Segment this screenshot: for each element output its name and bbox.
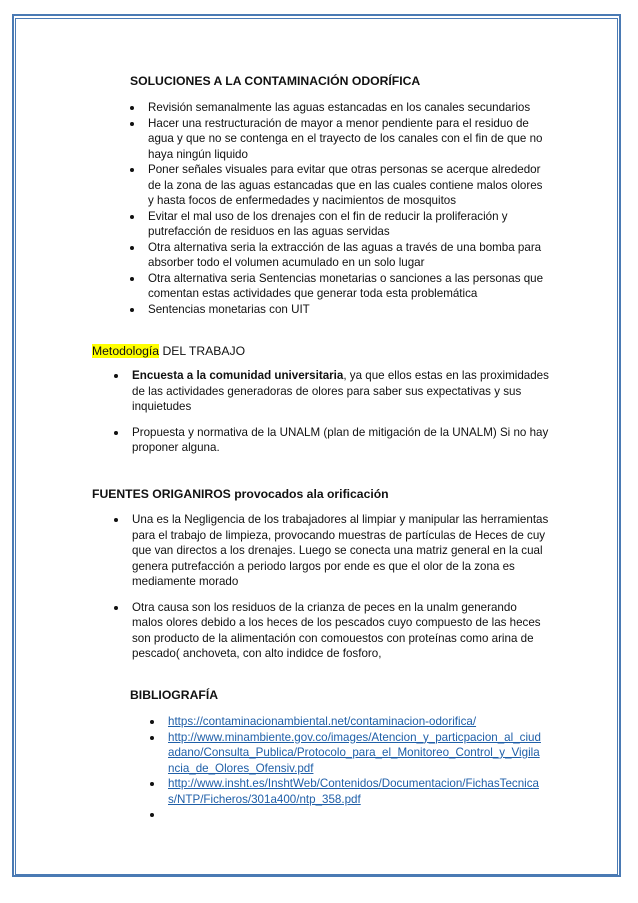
list-item: Sentencias monetarias con UIT — [130, 302, 546, 318]
bibliografia-link[interactable]: http://www.minambiente.gov.co/images/Atencion_y_particpacion_al_ciudadano/Consulta_Publica/Protocolo_para_el_Monitoreo_Control_y_Vigilancia_de_Olores_Ofensiv.pdf — [168, 730, 541, 775]
encuesta-rest: , ya que ellos estas en las proximidades de las actividades generadoras de olores para saber sus expectativas y sus inquietudes — [132, 369, 549, 413]
list-item — [150, 776, 546, 807]
bibliografia-heading: BIBLIOGRAFÍA — [130, 688, 219, 702]
list-item — [150, 714, 546, 730]
list-item: Hacer una restructuración de mayor a menor pendiente para el residuo de agua y que no se contenga en el trayecto de los canales con el fin de que no haya ningún liquido — [130, 116, 546, 163]
list-item: Otra alternativa seria Sentencias monetarias o sanciones a las personas que comentan estas actividades que generar toda esta problemática — [130, 271, 546, 302]
list-item-empty — [150, 807, 546, 823]
fuentes-list — [114, 512, 550, 662]
list-item — [150, 730, 546, 777]
list-item: Revisión semanalmente las aguas estancadas en los canales secundarios — [130, 100, 546, 116]
list-item: Una es la Negligencia de los trabajadores al limpiar y manipular las herramientas para el trabajo de limpieza, provocando muestras de partículas de Heces de cuy que van directos a los drenajes. Luego se conecta una matriz general en la cual genera putrefacción a periodo largos por ende es que el olor de la zona es mediamente morado — [114, 512, 550, 590]
list-item: Evitar el mal uso de los drenajes con el fin de reducir la proliferación y putrefacción de residuos en las aguas servidas — [130, 209, 546, 240]
list-item: Otra alternativa seria la extracción de las aguas a través de una bomba para absorber todo el volumen acumulado en un solo lugar — [130, 240, 546, 271]
list-item: Poner señales visuales para evitar que otras personas se acerque alrededor de la zona de las aguas estancadas que en las cuales contiene malos olores y hasta focos de enfermedades y nacimientos de mosquitos — [130, 162, 546, 209]
bibliografia-link[interactable]: https://contaminacionambiental.net/contaminacion-odorifica/ — [168, 715, 477, 728]
metodologia-heading — [92, 344, 245, 360]
metodologia-highlight: Metodología — [92, 344, 160, 358]
list-item: Otra causa son los residuos de la crianza de peces en la unalm generando malos olores debido a los heces de los pescados cuyo compuesto de las heces son producto de la alimentación con comouestos con proteínas como arina de pescado( anchoveta, con alto indidce de fosforo, — [114, 600, 550, 662]
soluciones-list — [130, 100, 546, 317]
metodologia-list — [114, 368, 550, 456]
metodologia-heading-rest: DEL TRABAJO — [159, 344, 246, 358]
bibliografia-list — [150, 714, 546, 823]
list-item — [114, 368, 550, 415]
fuentes-heading: FUENTES ORIGANIROS provocados ala orificación — [92, 487, 389, 501]
encuesta-bold: Encuesta a la comunidad universitaria — [132, 369, 344, 382]
bibliografia-link[interactable]: http://www.insht.es/InshtWeb/Contenidos/Documentacion/FichasTecnicas/NTP/Ficheros/301a400/ntp_358.pdf — [168, 777, 539, 806]
list-item: Propuesta y normativa de la UNALM (plan de mitigación de la UNALM) Si no hay proponer alguna. — [114, 425, 550, 456]
soluciones-heading: SOLUCIONES A LA CONTAMINACIÓN ODORÍFICA — [130, 74, 421, 88]
